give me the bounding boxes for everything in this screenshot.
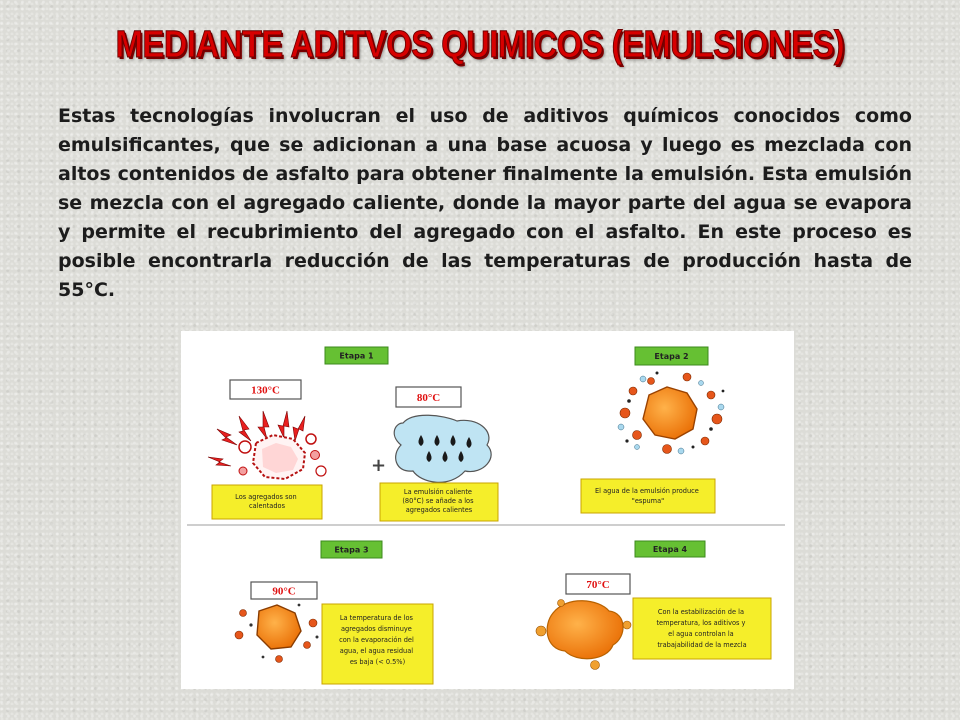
- stage-3-label: [321, 541, 382, 558]
- stage-1-label-text: Etapa 1: [339, 351, 374, 361]
- stage-4-note-text: Con la estabilización de la temperatura, los aditivos y el agua controlan la trabajabilidad de la mezcla: [656, 608, 747, 649]
- slide-title: MEDIANTE ADITVOS QUIMICOS (EMULSIONES): [115, 24, 845, 66]
- stage-3-temp-text: 90°C: [272, 585, 296, 598]
- stage-4-note: [633, 598, 771, 659]
- stabilized-aggregate-icon: [536, 600, 631, 670]
- stage-4-label: [635, 541, 705, 557]
- process-diagram: [181, 331, 794, 689]
- stage-4-temp-text: 70°C: [586, 579, 610, 591]
- stage-2-note: [581, 479, 715, 513]
- plus-sign: +: [371, 455, 387, 476]
- body-paragraph: Estas tecnologías involucran el uso de aditivos químicos conocidos como emulsificantes, que se adicionan a una base acuosa y luego es mezclada con altos contenidos de asfalto para obtener finalmente la emulsión. Esta emulsión se mezcla con el agregado caliente, donde la mayor parte del agua se evapora y permite el recubrimiento del agregado con el asfalto. En este proceso es posible encontrarla reducción de las temperaturas de producción hasta de 55°C.: [58, 105, 912, 301]
- stage-2-label-text: Etapa 2: [654, 352, 689, 361]
- stage-4-label-text: Etapa 4: [652, 545, 688, 554]
- stage-4-temp: [566, 574, 630, 594]
- foaming-aggregate-icon: [618, 372, 724, 455]
- stage-1-note-emulsion-text: La emulsión caliente (80°C) se añade a los agregados calientes: [402, 488, 474, 514]
- stage-1-temp-emulsion-text: 80°C: [416, 392, 441, 404]
- process-diagram-svg: [181, 331, 794, 689]
- stage-3-note: [322, 604, 433, 684]
- stage-1-note-aggregate: [212, 485, 322, 519]
- stage-3-label-text: Etapa 3: [334, 545, 369, 555]
- stage-1-label: [325, 347, 388, 364]
- stage-1-temp-aggregate: [230, 380, 301, 399]
- stage-3-temp: [251, 582, 317, 599]
- stage-2-label: [635, 347, 708, 365]
- stage-2-note-text: El agua de la emulsión produce "espuma": [595, 487, 699, 505]
- stage-1-note-emulsion: [380, 483, 498, 521]
- stage-1-note-aggregate-text: Los agregados son calentados: [235, 493, 297, 510]
- stage-1-temp-emulsion: [396, 387, 461, 407]
- emulsion-droplets-icon: [394, 415, 491, 482]
- stage-3-note-text: La temperatura de los agregados disminuye con la evaporación del agua, el agua residual es baja (< 0.5%): [339, 614, 414, 666]
- stage-1-temp-aggregate-text: 130°C: [251, 384, 280, 397]
- cooling-aggregate-icon: [235, 604, 319, 663]
- hot-aggregate-icon: [239, 434, 326, 479]
